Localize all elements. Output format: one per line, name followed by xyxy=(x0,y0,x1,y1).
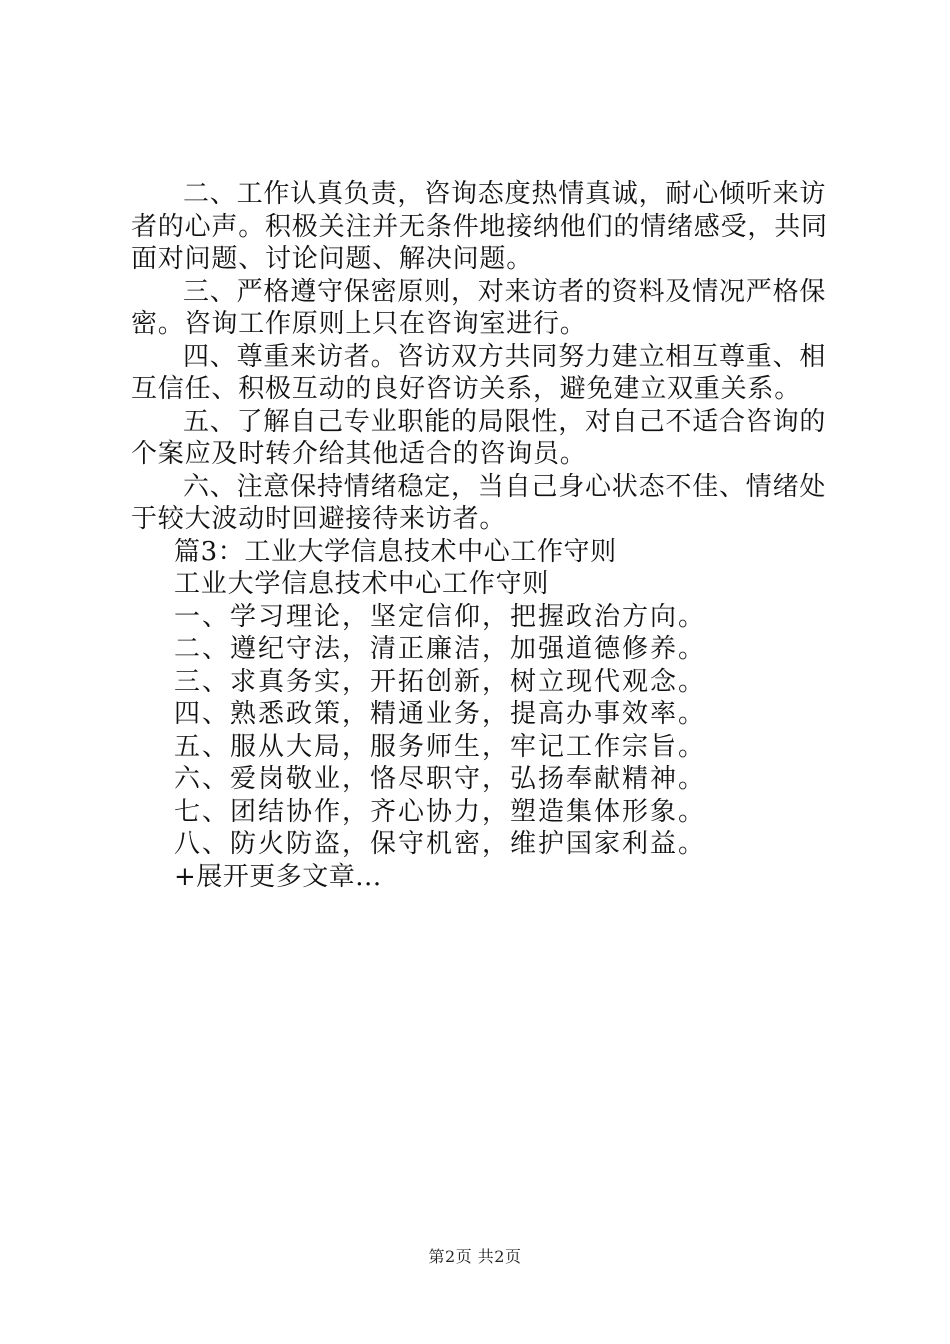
rule-item: 三、求真务实，开拓创新，树立现代观念。 xyxy=(174,666,707,697)
rule-item: 七、团结协作，齐心协力，塑造集体形象。 xyxy=(174,796,707,827)
section-heading: 篇3：工业大学信息技术中心工作守则 xyxy=(174,536,617,567)
expand-more-articles-link[interactable]: +展开更多文章... xyxy=(174,861,382,892)
paragraph-professional-limits: 五、了解自己专业职能的局限性，对自己不适合咨询的个案应及时转介给其他适合的咨询员。 xyxy=(131,406,827,469)
paragraph-confidentiality: 三、严格遵守保密原则，对来访者的资料及情况严格保密。咨询工作原则上只在咨询室进行。 xyxy=(131,276,827,339)
document-body xyxy=(131,178,851,893)
rule-item: 五、服从大局，服务师生，牢记工作宗旨。 xyxy=(174,731,707,762)
paragraph-work-attitude: 二、工作认真负责，咨询态度热情真诚，耐心倾听来访者的心声。积极关注并无条件地接纳他们的情绪感受，共同面对问题、讨论问题、解决问题。 xyxy=(131,179,828,274)
paragraph-respect-visitors: 四、尊重来访者。咨访双方共同努力建立相互尊重、相互信任、积极互动的良好咨访关系，避免建立双重关系。 xyxy=(131,341,827,404)
rule-item: 八、防火防盗，保守机密，维护国家利益。 xyxy=(174,829,707,859)
rule-item: 六、爱岗敬业，恪尽职守，弘扬奉献精神。 xyxy=(174,764,707,794)
rule-item: 四、熟悉政策，精通业务，提高办事效率。 xyxy=(174,699,707,729)
rule-item: 一、学习理论，坚定信仰，把握政治方向。 xyxy=(174,601,707,632)
page-number-footer: 第2页 共2页 xyxy=(428,1247,522,1266)
rule-item: 二、遵纪守法，清正廉洁，加强道德修养。 xyxy=(174,634,707,664)
paragraph-emotional-stability: 六、注意保持情绪稳定，当自己身心状态不佳、情绪处于较大波动时回避接待来访者。 xyxy=(131,471,827,534)
section-title: 工业大学信息技术中心工作守则 xyxy=(174,569,550,599)
